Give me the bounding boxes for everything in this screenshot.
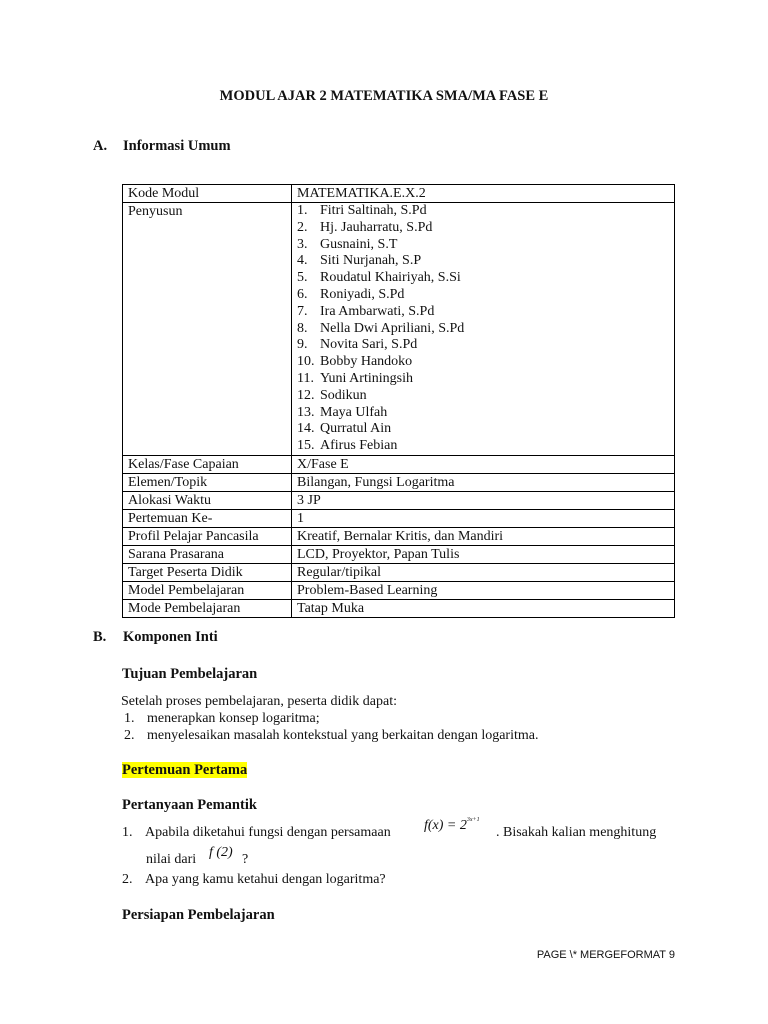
table-row xyxy=(123,473,675,491)
author-num: 1. xyxy=(297,203,308,218)
table-key: Target Peserta Didik xyxy=(123,563,292,581)
question-text: Apabila diketahui fungsi dengan persamaan xyxy=(145,825,391,840)
author-name: Ira Ambarwati, S.Pd xyxy=(320,303,435,319)
table-row xyxy=(123,599,675,617)
list-item xyxy=(297,253,669,270)
author-num: 14. xyxy=(297,421,315,437)
list-item xyxy=(297,405,669,422)
section-b-title: Komponen Inti xyxy=(123,629,218,645)
table-key: Penyusun xyxy=(123,203,292,456)
table-row xyxy=(123,563,675,581)
tujuan-heading: Tujuan Pembelajaran xyxy=(122,666,258,682)
list-item xyxy=(297,354,669,371)
section-b-letter: B. xyxy=(93,629,107,645)
author-num: 15. xyxy=(297,438,315,454)
list-item xyxy=(297,287,669,304)
table-value: X/Fase E xyxy=(292,455,675,473)
author-name: Nella Dwi Apriliani, S.Pd xyxy=(320,320,465,336)
author-num: 12. xyxy=(297,387,315,403)
author-name: Afirus Febian xyxy=(320,438,398,454)
list-num: 2. xyxy=(124,728,135,743)
list-item xyxy=(297,270,669,287)
table-row xyxy=(123,545,675,563)
author-name: Fitri Saltinah, S.Pd xyxy=(320,203,427,218)
list-item xyxy=(124,710,320,727)
table-row xyxy=(123,185,675,203)
question-1-line2: nilai dari xyxy=(146,852,197,867)
table-value: MATEMATIKA.E.X.2 xyxy=(292,185,675,203)
list-item xyxy=(297,220,669,237)
author-num: 4. xyxy=(297,253,308,269)
tujuan-intro: Setelah proses pembelajaran, peserta didik dapat: xyxy=(121,694,398,709)
authors-list xyxy=(297,203,669,455)
persiapan-heading: Persiapan Pembelajaran xyxy=(122,907,275,923)
author-num: 8. xyxy=(297,320,308,336)
author-num: 5. xyxy=(297,270,308,286)
author-num: 2. xyxy=(297,219,308,235)
pemantik-heading: Pertanyaan Pemantik xyxy=(122,797,257,813)
table-key: Kelas/Fase Capaian xyxy=(123,455,292,473)
table-key: Pertemuan Ke- xyxy=(123,509,292,527)
formula xyxy=(424,818,480,834)
table-key: Kode Modul xyxy=(123,185,292,203)
list-item xyxy=(297,371,669,388)
author-name: Siti Nurjanah, S.P xyxy=(320,253,422,269)
list-item xyxy=(124,727,538,744)
authors-cell xyxy=(292,203,675,456)
table-row xyxy=(123,203,675,456)
formula-2 xyxy=(209,845,233,861)
author-num: 7. xyxy=(297,303,308,319)
table-value: 1 xyxy=(292,509,675,527)
table-row xyxy=(123,509,675,527)
author-num: 11. xyxy=(297,370,314,386)
table-value: Tatap Muka xyxy=(292,599,675,617)
author-name: Roudatul Khairiyah, S.Si xyxy=(320,270,461,286)
list-text: menyelesaikan masalah kontekstual yang berkaitan dengan logaritma. xyxy=(147,728,539,743)
list-num: 1. xyxy=(124,711,135,726)
author-name: Bobby Handoko xyxy=(320,354,413,370)
list-item xyxy=(297,237,669,254)
question-num: 1. xyxy=(122,825,133,840)
list-item xyxy=(297,203,669,220)
section-a-letter: A. xyxy=(93,138,108,154)
table-row xyxy=(123,581,675,599)
author-name: Gusnaini, S.T xyxy=(320,236,398,252)
author-name: Qurratul Ain xyxy=(320,421,392,437)
author-num: 6. xyxy=(297,286,308,302)
table-value: Bilangan, Fungsi Logaritma xyxy=(292,473,675,491)
section-a-heading xyxy=(93,138,231,155)
author-name: Roniyadi, S.Pd xyxy=(320,286,405,302)
author-name: Novita Sari, S.Pd xyxy=(320,337,418,353)
list-item xyxy=(297,304,669,321)
section-b-heading xyxy=(93,629,218,646)
table-row xyxy=(123,527,675,545)
page-title: MODUL AJAR 2 MATEMATIKA SMA/MA FASE E xyxy=(219,88,549,104)
author-name: Yuni Artiningsih xyxy=(320,370,413,386)
author-name: Maya Ulfah xyxy=(320,404,388,420)
table-row xyxy=(123,455,675,473)
list-item xyxy=(297,438,669,455)
question-1-after: . Bisakah kalian menghitung xyxy=(496,825,657,840)
table-row xyxy=(123,491,675,509)
highlight-text: Pertemuan Pertama xyxy=(122,762,248,778)
formula-2-text: f (2) xyxy=(209,845,233,860)
table-value: LCD, Proyektor, Papan Tulis xyxy=(292,545,675,563)
question-1-end: ? xyxy=(242,852,249,867)
list-item xyxy=(297,421,669,438)
info-table xyxy=(122,184,675,618)
table-key: Model Pembelajaran xyxy=(123,581,292,599)
formula-exponent: 3x+1 xyxy=(466,817,480,824)
question-text: Apa yang kamu ketahui dengan logaritma? xyxy=(145,872,386,887)
author-num: 13. xyxy=(297,404,315,420)
author-name: Sodikun xyxy=(320,387,367,403)
list-item xyxy=(297,321,669,338)
table-key: Elemen/Topik xyxy=(123,473,292,491)
table-key: Alokasi Waktu xyxy=(123,491,292,509)
table-value: Regular/tipikal xyxy=(292,563,675,581)
author-name: Hj. Jauharratu, S.Pd xyxy=(320,219,433,235)
table-key: Profil Pelajar Pancasila xyxy=(123,527,292,545)
question-num: 2. xyxy=(122,872,133,887)
table-value: 3 JP xyxy=(292,491,675,509)
list-item xyxy=(297,388,669,405)
question-2 xyxy=(122,871,386,888)
pertemuan-heading xyxy=(122,762,247,779)
table-key: Mode Pembelajaran xyxy=(123,599,292,617)
section-a-title: Informasi Umum xyxy=(123,138,231,154)
table-value: Kreatif, Bernalar Kritis, dan Mandiri xyxy=(292,527,675,545)
page-footer: PAGE \* MERGEFORMAT 9 xyxy=(536,949,675,961)
table-value: Problem-Based Learning xyxy=(292,581,675,599)
author-num: 10. xyxy=(297,354,315,370)
formula-text: f(x) = 2 xyxy=(424,818,467,833)
author-num: 9. xyxy=(297,337,308,353)
list-text: menerapkan konsep logaritma; xyxy=(147,711,320,726)
table-key: Sarana Prasarana xyxy=(123,545,292,563)
list-item xyxy=(297,337,669,354)
author-num: 3. xyxy=(297,236,308,252)
